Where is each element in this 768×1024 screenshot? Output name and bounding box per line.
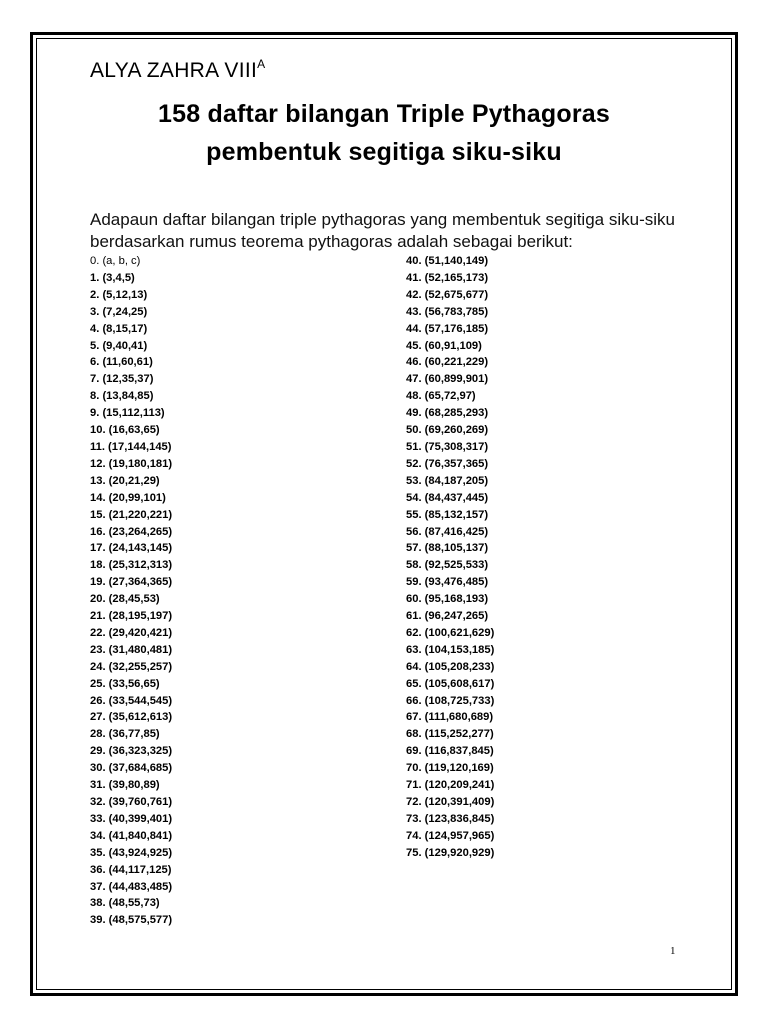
- list-item: 36. (44,117,125): [90, 863, 172, 876]
- list-item: 24. (32,255,257): [90, 660, 173, 673]
- author-name: ALYA ZAHRA $VIII^A$: [90, 57, 266, 82]
- list-item: 29. (36,323,325): [90, 745, 173, 758]
- list-item: 40. (51,140,149): [406, 255, 489, 267]
- list-item: 66. (108,725,733): [406, 694, 495, 707]
- list-item: 38. (48,55,73): [90, 897, 160, 910]
- list-item: 65. (105,608,617): [406, 677, 495, 690]
- list-item: 12. (19,180,181): [90, 457, 173, 470]
- list-item: 54. (84,437,445): [406, 491, 489, 504]
- triple-list-left: [90, 253, 172, 929]
- list-item: 19. (27,364,365): [90, 576, 173, 589]
- list-item: 20. (28,45,53): [90, 593, 160, 606]
- list-item: 32. (39,760,761): [90, 796, 173, 808]
- list-item: 64. (105,208,233): [406, 660, 495, 673]
- list-item: 74. (124,957,965): [406, 829, 495, 842]
- list-item: 18. (25,312,313): [90, 559, 173, 572]
- list-item: 3. (7,24,25): [90, 305, 148, 318]
- list-item: 1. (3,4,5): [90, 271, 135, 284]
- list-item: 68. (115,252,277): [406, 728, 494, 741]
- list-item: 57. (88,105,137): [406, 542, 489, 555]
- list-item: 11. (17,144,145): [90, 440, 172, 453]
- list-item: 4. (8,15,17): [90, 322, 148, 335]
- list-item: 58. (92,525,533): [406, 559, 489, 572]
- list-item: 30. (37,684,685): [90, 762, 173, 775]
- list-item: 10. (16,63,65): [90, 424, 160, 437]
- page-number: 1: [670, 945, 676, 957]
- list-item: 75. (129,920,929): [406, 846, 495, 859]
- list-item: 46. (60,221,229): [406, 356, 489, 369]
- list-item: 67. (111,680,689): [406, 711, 494, 724]
- list-item: 31. (39,80,89): [90, 779, 160, 792]
- list-item: 51. (75,308,317): [406, 440, 489, 453]
- document-title: [84, 95, 684, 171]
- list-item: 60. (95,168,193): [406, 593, 489, 606]
- list-item: 13. (20,21,29): [90, 474, 160, 487]
- list-item: 69. (116,837,845): [406, 745, 494, 758]
- list-item: 71. (120,209,241): [406, 779, 495, 792]
- list-item: 15. (21,220,221): [90, 508, 173, 521]
- title-line-2: pembentuk segitiga siku-siku: [206, 138, 562, 166]
- list-item: 73. (123,836,845): [406, 812, 495, 825]
- list-item: 59. (93,476,485): [406, 576, 489, 589]
- list-item: 17. (24,143,145): [90, 542, 173, 555]
- list-item: 14. (20,99,101): [90, 491, 166, 504]
- list-item: 39. (48,575,577): [90, 914, 173, 927]
- list-item: 72. (120,391,409): [406, 796, 495, 808]
- list-item: 7. (12,35,37): [90, 373, 154, 386]
- list-item: 43. (56,783,785): [406, 305, 489, 318]
- list-item: 9. (15,112,113): [90, 407, 165, 420]
- list-item: 2. (5,12,13): [90, 288, 148, 301]
- list-item: 22. (29,420,421): [90, 626, 173, 639]
- list-item: 35. (43,924,925): [90, 846, 173, 859]
- list-item: 48. (65,72,97): [406, 390, 476, 403]
- list-item: 50. (69,260,269): [406, 424, 489, 437]
- list-item: 62. (100,621,629): [406, 626, 495, 639]
- list-item: 5. (9,40,41): [90, 339, 148, 352]
- list-item: 37. (44,483,485): [90, 880, 173, 893]
- list-item: 44. (57,176,185): [406, 322, 489, 335]
- list-item: 34. (41,840,841): [90, 829, 173, 842]
- list-item: 61. (96,247,265): [406, 610, 489, 623]
- list-item: 16. (23,264,265): [90, 525, 173, 538]
- list-item: 28. (36,77,85): [90, 728, 160, 741]
- list-item: 25. (33,56,65): [90, 677, 160, 690]
- list-item: 27. (35,612,613): [90, 711, 173, 724]
- triple-list-right: [406, 253, 494, 862]
- list-item: 53. (84,187,205): [406, 474, 489, 487]
- list-item: 21. (28,195,197): [90, 610, 173, 623]
- title-line-1: 158 daftar bilangan Triple Pythagoras: [158, 100, 610, 128]
- list-item: 49. (68,285,293): [406, 407, 489, 420]
- list-item: 6. (11,60,61): [90, 356, 153, 369]
- list-item: 41. (52,165,173): [406, 271, 489, 284]
- list-item: 63. (104,153,185): [406, 643, 495, 656]
- list-item: 52. (76,357,365): [406, 457, 489, 470]
- intro-paragraph: Adapaun daftar bilangan triple pythagoras yang membentuk segitiga siku-siku berdasarkan rumus teorema pythagoras adalah sebagai berikut:: [90, 210, 675, 251]
- list-item: 26. (33,544,545): [90, 694, 173, 707]
- list-item: 42. (52,675,677): [406, 288, 489, 301]
- list-item: 23. (31,480,481): [90, 643, 173, 656]
- list-header: 0. (a, b, c): [90, 255, 141, 267]
- list-item: 8. (13,84,85): [90, 390, 154, 403]
- list-item: 47. (60,899,901): [406, 373, 489, 386]
- list-item: 33. (40,399,401): [90, 812, 173, 825]
- list-item: 70. (119,120,169): [406, 762, 494, 775]
- list-item: 45. (60,91,109): [406, 339, 482, 352]
- class-superscript: A: [257, 57, 266, 71]
- list-item: 56. (87,416,425): [406, 525, 489, 538]
- list-item: 55. (85,132,157): [406, 508, 489, 521]
